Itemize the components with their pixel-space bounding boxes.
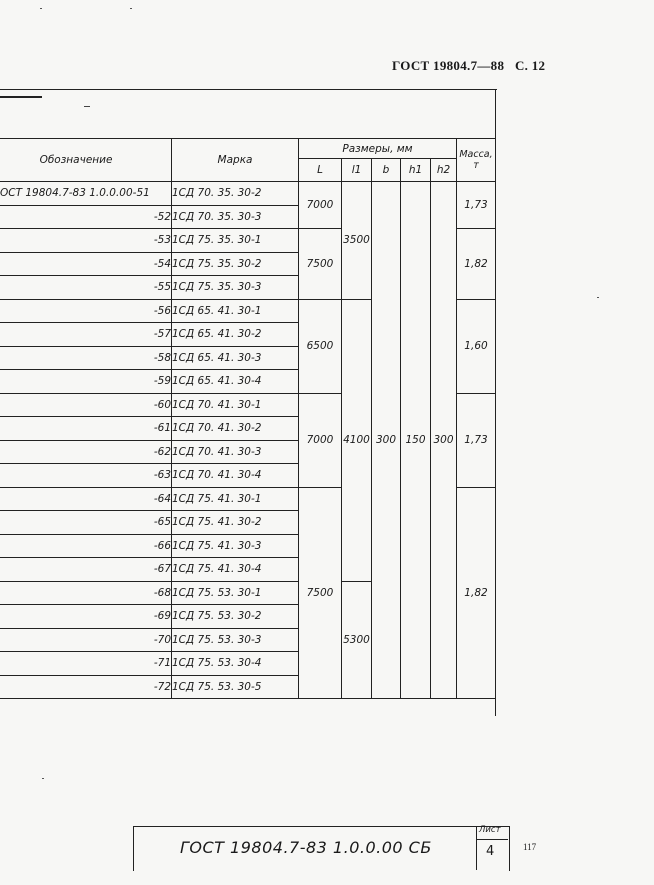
cell-mark: 1СД 70. 35. 30-3: [172, 205, 299, 229]
cell-mark: 1СД 65. 41. 30-4: [172, 370, 299, 394]
cell-designation: -66: [0, 534, 172, 558]
cell-designation: -63: [0, 464, 172, 488]
cell-designation: -67: [0, 558, 172, 582]
scan-speck: [40, 8, 42, 9]
cell-mark: 1СД 75. 53. 30-1: [172, 581, 299, 605]
cell-L: 7500: [299, 229, 342, 300]
cell-L: 6500: [299, 299, 342, 393]
frame-mark-dash: [84, 106, 90, 107]
header-b: b: [372, 159, 401, 182]
cell-designation: -58: [0, 346, 172, 370]
cell-designation: -55: [0, 276, 172, 300]
cell-designation: -69: [0, 605, 172, 629]
cell-designation: -59: [0, 370, 172, 394]
cell-mark: 1СД 75. 53. 30-4: [172, 652, 299, 676]
cell-designation: -60: [0, 393, 172, 417]
page-header: [392, 58, 545, 74]
cell-l1: 5300: [342, 581, 372, 699]
cell-L: 7000: [299, 393, 342, 487]
header-l1: l1: [342, 159, 372, 182]
cell-L: 7500: [299, 487, 342, 699]
table-row: [0, 182, 496, 206]
header-dimensions: Размеры, мм: [299, 139, 457, 159]
cell-designation: -53: [0, 229, 172, 253]
cell-mark: 1СД 75. 35. 30-2: [172, 252, 299, 276]
cell-mark: 1СД 75. 53. 30-5: [172, 675, 299, 699]
cell-designation: -71: [0, 652, 172, 676]
cell-b: 300: [372, 182, 401, 699]
frame-top-border: [0, 89, 497, 90]
header-mass: Масса, т: [457, 139, 496, 182]
sheet-number: 4: [486, 844, 495, 859]
cell-designation: ОСТ 19804.7-83 1.0.0.00-51: [0, 182, 172, 206]
cell-mark: 1СД 70. 41. 30-1: [172, 393, 299, 417]
cell-designation: -64: [0, 487, 172, 511]
cell-mark: 1СД 70. 41. 30-2: [172, 417, 299, 441]
cell-designation: -72: [0, 675, 172, 699]
cell-mark: 1СД 75. 41. 30-4: [172, 558, 299, 582]
cell-mark: 1СД 75. 35. 30-1: [172, 229, 299, 253]
cell-mark: 1СД 65. 41. 30-1: [172, 299, 299, 323]
cell-l1: 4100: [342, 299, 372, 581]
cell-mark: 1СД 75. 35. 30-3: [172, 276, 299, 300]
cell-mark: 1СД 75. 41. 30-1: [172, 487, 299, 511]
cell-l1: 3500: [342, 182, 372, 300]
cell-mark: 1СД 75. 53. 30-3: [172, 628, 299, 652]
header-designation: Обозначение: [0, 139, 172, 182]
header-h2: h2: [431, 159, 457, 182]
header-mark: Марка: [172, 139, 299, 182]
header-h1: h1: [401, 159, 431, 182]
header-L: L: [299, 159, 342, 182]
cell-designation: -68: [0, 581, 172, 605]
page-number: 117: [523, 842, 537, 852]
cell-h1: 150: [401, 182, 431, 699]
cell-designation: -56: [0, 299, 172, 323]
cell-mass: 1,82: [457, 229, 496, 300]
cell-mass: 1,82: [457, 487, 496, 699]
cell-mark: 1СД 65. 41. 30-2: [172, 323, 299, 347]
scan-speck: [130, 8, 132, 9]
frame-mark-line: [0, 96, 42, 98]
sheet-label: Лист: [479, 825, 501, 835]
scan-speck: [42, 778, 44, 779]
header-page: С. 12: [514, 58, 546, 73]
title-block-divider: [476, 826, 477, 870]
cell-mark: 1СД 75. 41. 30-3: [172, 534, 299, 558]
scan-speck: [597, 297, 599, 298]
cell-designation: -52: [0, 205, 172, 229]
cell-L: 7000: [299, 182, 342, 229]
specification-table: [0, 138, 496, 699]
cell-mass: 1,73: [457, 182, 496, 229]
cell-designation: -65: [0, 511, 172, 535]
cell-designation: -61: [0, 417, 172, 441]
sheet-cell-divider: [476, 839, 508, 840]
cell-mark: 1СД 70. 41. 30-4: [172, 464, 299, 488]
cell-designation: -70: [0, 628, 172, 652]
cell-designation: -54: [0, 252, 172, 276]
cell-h2: 300: [431, 182, 457, 699]
cell-mark: 1СД 75. 53. 30-2: [172, 605, 299, 629]
cell-designation: -57: [0, 323, 172, 347]
cell-mark: 1СД 70. 41. 30-3: [172, 440, 299, 464]
cell-mass: 1,60: [457, 299, 496, 393]
cell-mass: 1,73: [457, 393, 496, 487]
cell-designation: -62: [0, 440, 172, 464]
cell-mark: 1СД 65. 41. 30-3: [172, 346, 299, 370]
cell-mark: 1СД 70. 35. 30-2: [172, 182, 299, 206]
cell-mark: 1СД 75. 41. 30-2: [172, 511, 299, 535]
title-block-designation: ГОСТ 19804.7-83 1.0.0.00 СБ: [180, 838, 432, 857]
header-standard: ГОСТ 19804.7—88: [392, 58, 505, 73]
